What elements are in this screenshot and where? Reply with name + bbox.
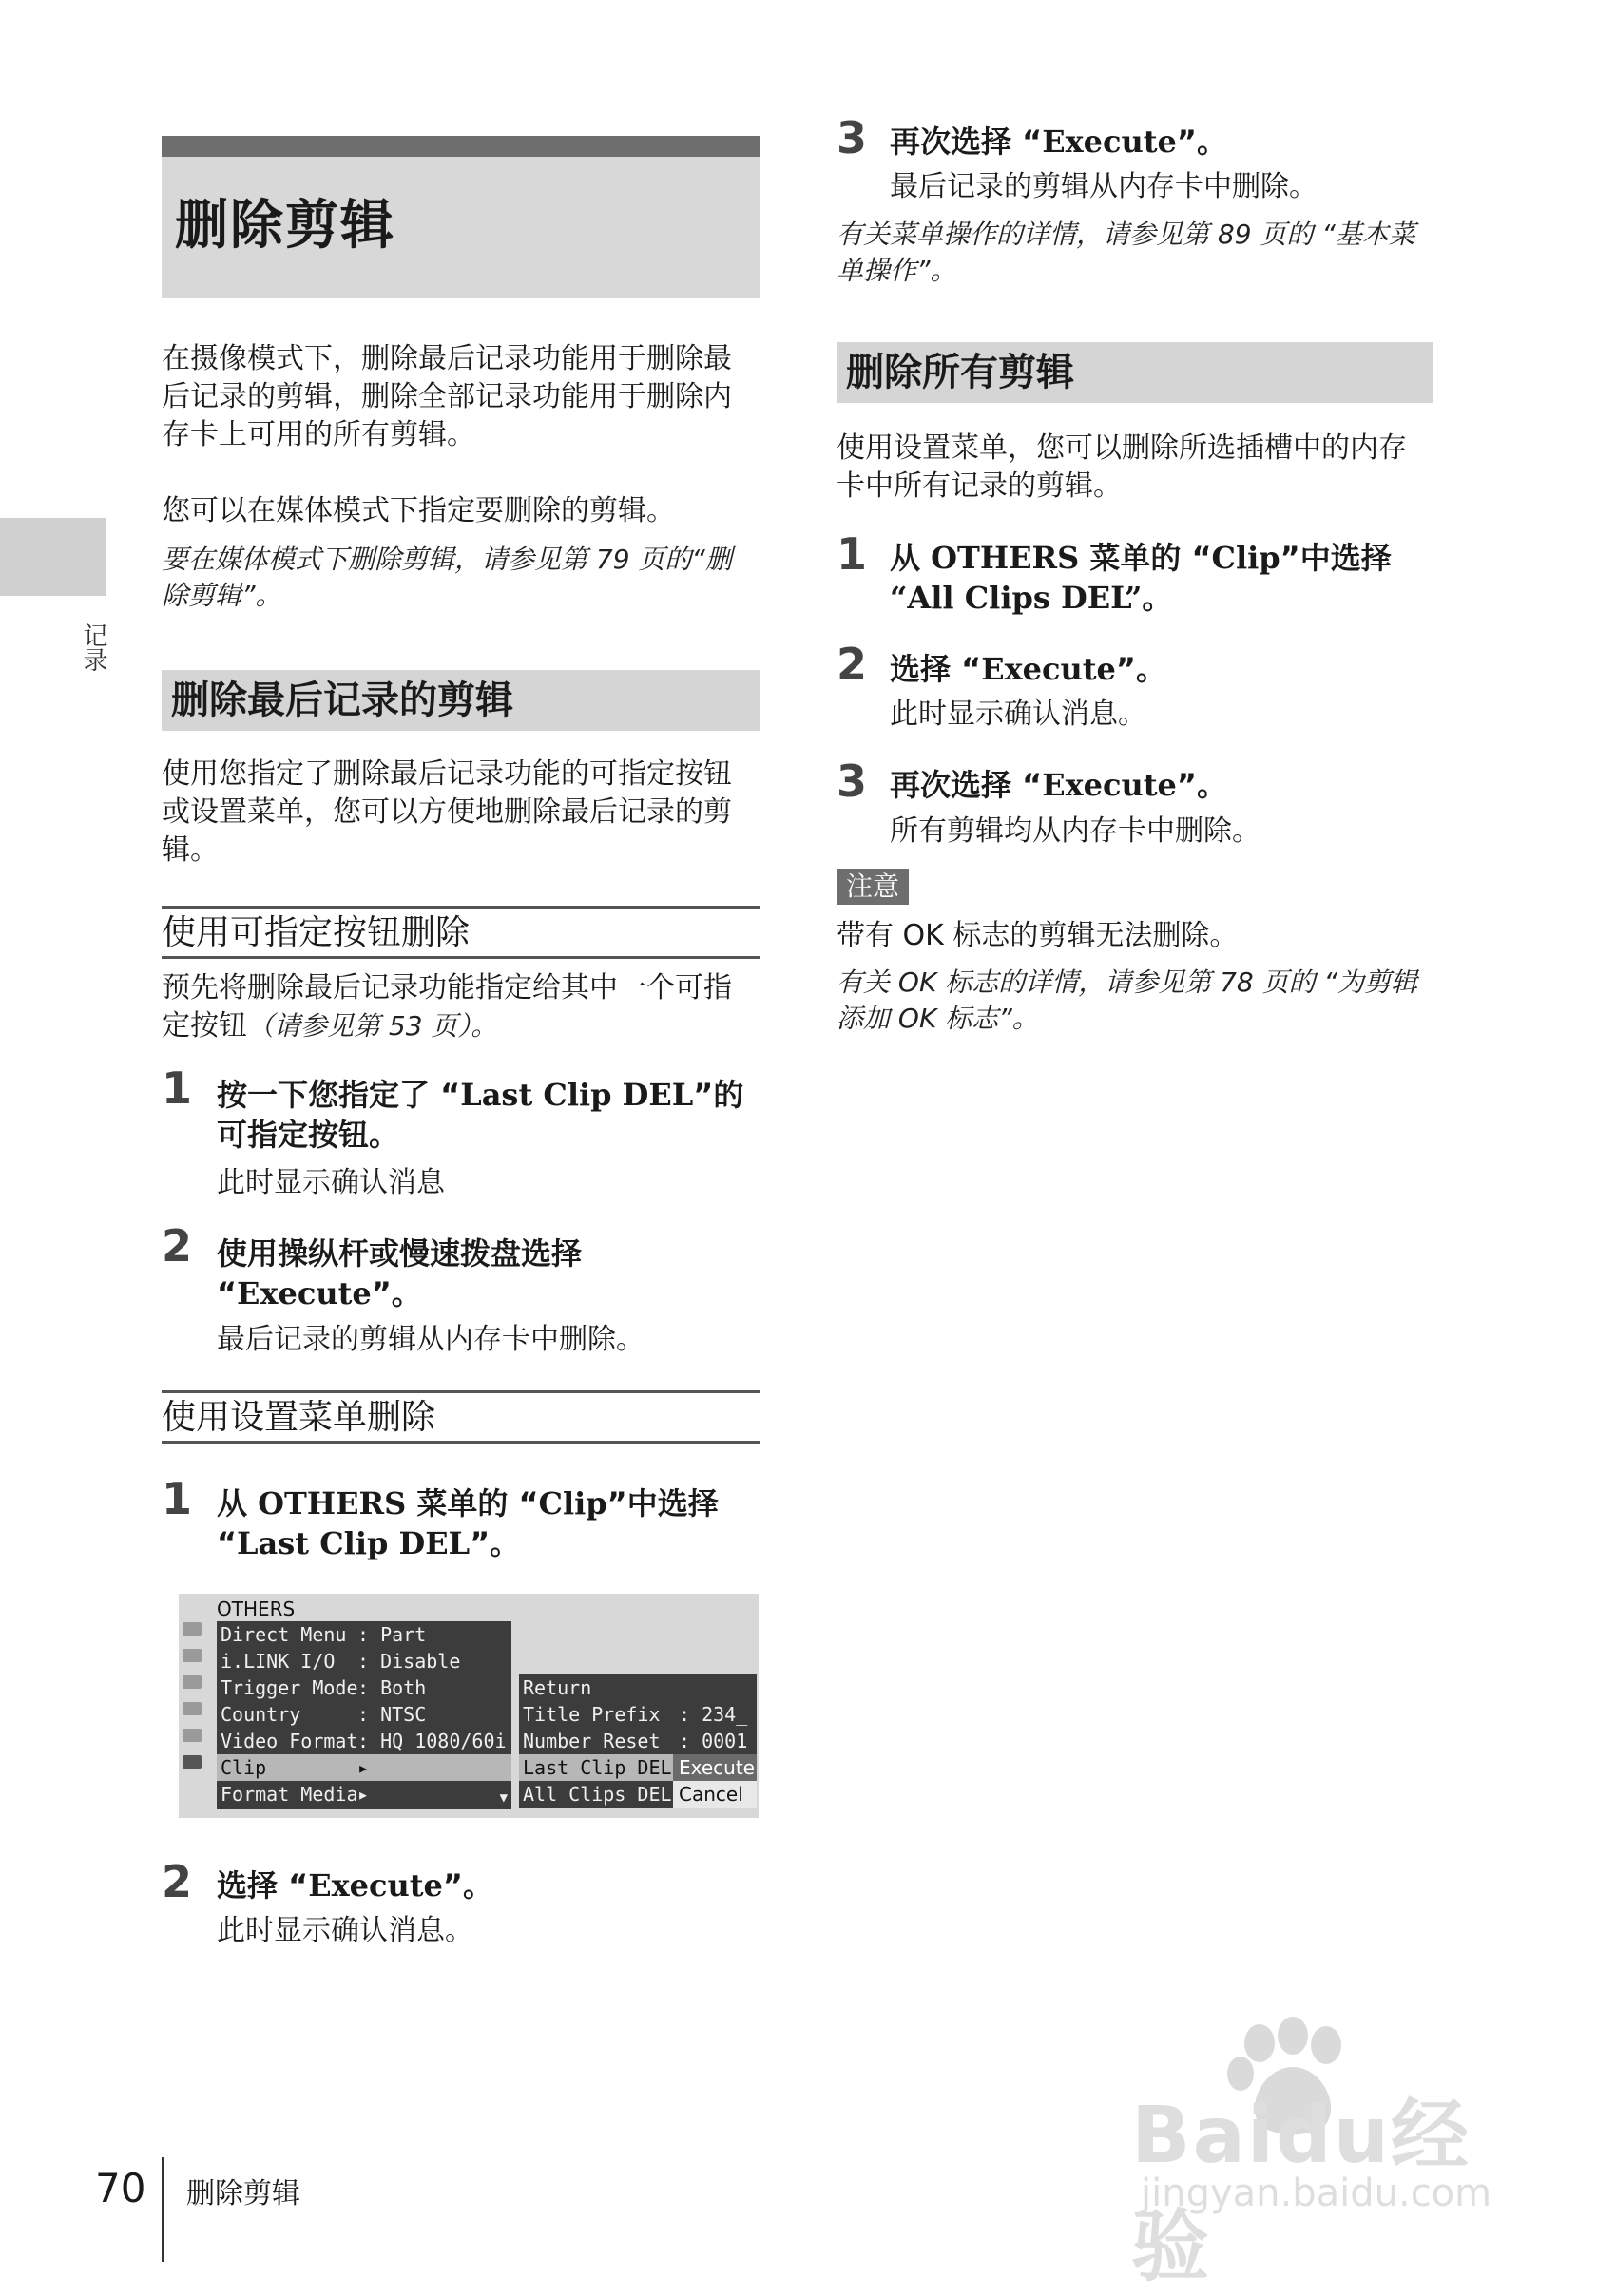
- step-number: 2: [162, 1220, 193, 1272]
- section-paragraph-delete-last: 使用您指定了删除最后记录功能的可指定按钮或设置菜单，您可以方便地删除最后记录的剪辑。: [162, 757, 732, 867]
- step-instruction: 再次选择 “Execute”。: [890, 767, 1227, 803]
- step-instruction: 按一下您指定了 “Last Clip DEL”的可指定按钮。: [217, 1077, 744, 1153]
- intro-paragraph-1: 在摄像模式下，删除最后记录功能用于删除最后记录的剪辑，删除全部记录功能用于删除内存卡上可用的所有剪辑。: [162, 342, 732, 451]
- section-heading-delete-all: 删除所有剪辑: [837, 342, 1433, 403]
- step-instruction: 从 OTHERS 菜单的 “Clip”中选择 “All Clips DEL”。: [890, 540, 1392, 616]
- menu-title: OTHERS: [217, 1598, 296, 1620]
- step-result: 最后记录的剪辑从内存卡中删除。: [217, 1323, 645, 1356]
- submenu-item-number-reset[interactable]: Number Reset : 0001: [523, 1730, 748, 1752]
- step-number: 3: [837, 756, 868, 807]
- submenu-item-all-clips-del[interactable]: All Clips DEL: [523, 1783, 672, 1806]
- menu-list: [217, 1621, 511, 1809]
- scroll-down-icon: ▼: [499, 1790, 508, 1806]
- submenu-item-last-clip-del[interactable]: Last Clip DEL: [519, 1754, 757, 1781]
- page-title: 删除剪辑: [175, 195, 395, 257]
- watermark-brand: Baidu经验: [1131, 2091, 1472, 2292]
- footer-divider: [162, 2157, 164, 2262]
- menu-item-clip[interactable]: Clip ▸: [217, 1754, 511, 1781]
- subsection-paragraph-text: 预先将删除最后记录功能指定给其中一个可指定按钮: [162, 971, 732, 1043]
- audio-icon: [183, 1649, 202, 1662]
- step-result: 此时显示确认消息: [217, 1166, 445, 1199]
- subheading-setup-menu: 使用设置菜单删除: [162, 1390, 760, 1444]
- note-text: 带有 OK 标志的剪辑无法删除。: [837, 919, 1239, 952]
- note-badge: 注意: [837, 869, 909, 905]
- menu-item-video-format[interactable]: Video Format : HQ 1080/60i: [221, 1730, 507, 1752]
- menu-operation-reference: 有关菜单操作的详情，请参见第 89 页的 “基本菜单操作”。: [837, 219, 1415, 286]
- section-heading-delete-last: 删除最后记录的剪辑: [162, 670, 760, 731]
- step-instruction: 再次选择 “Execute”。: [890, 124, 1227, 160]
- intro-reference: 要在媒体模式下删除剪辑，请参见第 79 页的“删除剪辑”。: [162, 544, 732, 611]
- baidu-watermark: [1131, 2015, 1530, 2292]
- menu-item-format-media[interactable]: Format Media ▸ ▼: [217, 1781, 511, 1808]
- menu-screenshot: [179, 1594, 759, 1818]
- step-number: 3: [837, 112, 868, 163]
- lcd-icon: [183, 1702, 202, 1715]
- step-instruction: 选择 “Execute”。: [890, 651, 1166, 687]
- menu-item-ilink[interactable]: i.LINK I/O : Disable: [221, 1650, 461, 1673]
- page-title-box: [162, 136, 760, 298]
- page-number: 70: [95, 2165, 146, 2211]
- step-number: 1: [837, 528, 868, 580]
- submenu-item-title-prefix[interactable]: Title Prefix : 234_: [523, 1703, 748, 1726]
- step-result: 最后记录的剪辑从内存卡中删除。: [890, 170, 1318, 203]
- step-result: 此时显示确认消息。: [217, 1914, 473, 1947]
- tc-icon: [183, 1729, 202, 1742]
- execute-option[interactable]: Execute: [673, 1754, 757, 1781]
- section-paragraph-delete-all: 使用设置菜单，您可以删除所选插槽中的内存卡中所有记录的剪辑。: [837, 431, 1407, 503]
- camera-icon: [183, 1622, 202, 1636]
- video-icon: [183, 1675, 202, 1689]
- menu-item-direct-menu[interactable]: Direct Menu : Part: [221, 1623, 427, 1646]
- note-reference: 有关 OK 标志的详情，请参见第 78 页的 “为剪辑添加 OK 标志”。: [837, 966, 1418, 1034]
- step-instruction: 选择 “Execute”。: [217, 1867, 493, 1904]
- step-number: 2: [837, 639, 868, 690]
- step-result: 所有剪辑均从内存卡中删除。: [890, 814, 1260, 848]
- clip-submenu: [519, 1674, 757, 1808]
- cancel-option[interactable]: Cancel: [673, 1781, 757, 1808]
- subheading-assignable-button: 使用可指定按钮删除: [162, 906, 760, 959]
- side-tab: [0, 518, 106, 596]
- side-label: 记录: [79, 622, 107, 672]
- step-instruction: 从 OTHERS 菜单的 “Clip”中选择 “Last Clip DEL”。: [217, 1485, 719, 1561]
- others-icon: [183, 1755, 202, 1769]
- subsection-paragraph: [162, 969, 751, 1045]
- menu-icon-column: [183, 1622, 203, 1782]
- footer-title: 删除剪辑: [186, 2177, 300, 2210]
- step-number: 1: [162, 1062, 193, 1114]
- menu-item-country[interactable]: Country : NTSC: [221, 1703, 427, 1726]
- step-number: 2: [162, 1856, 193, 1907]
- step-number: 1: [162, 1473, 193, 1524]
- step-instruction: 使用操纵杆或慢速拨盘选择 “Execute”。: [217, 1235, 583, 1311]
- intro-paragraph-2: 您可以在媒体模式下指定要删除的剪辑。: [162, 494, 675, 527]
- step-result: 此时显示确认消息。: [890, 698, 1146, 731]
- subsection-reference: （请参见第 53 页）。: [247, 1010, 498, 1042]
- submenu-item-return[interactable]: Return: [523, 1676, 592, 1699]
- watermark-url: jingyan.baidu.com: [1141, 2172, 1492, 2215]
- menu-item-trigger-mode[interactable]: Trigger Mode : Both: [221, 1676, 427, 1699]
